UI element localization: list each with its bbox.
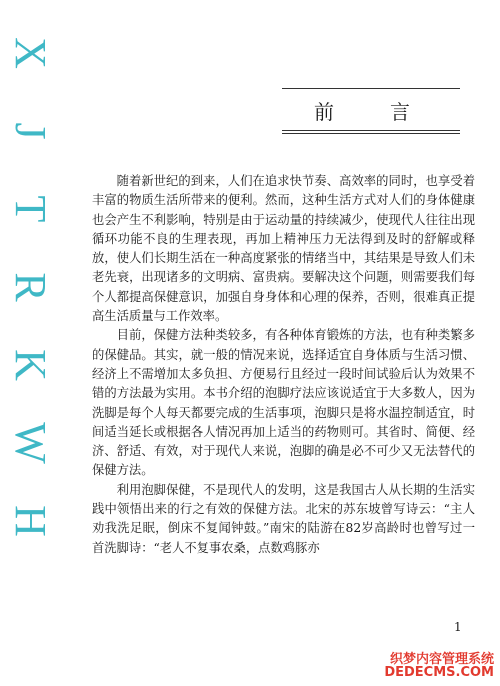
title-rule-top [282, 88, 460, 89]
paragraph: 随着新世纪的到来，人们在追求快节奏、高效率的同时，也享受着丰富的物质生活所带来的便利。然而，这种生活方式对人们的身体健康也会产生不利影响，特别是由于运动量的持续减少，使现代人往往出现循环功能不良的生理表现，再加上精神压力无法得到及时的舒解或释放，使人们长期生活在一种高度紧张的情绪当中，其结果是导致人们未老先衰，出现诸多的文明病、富贵病。要解决这个问题，则需要我们每个人都提高保健意识，加强自身身体和心理的保养，否则，很难真正提高生活质量与工作效率。 [92, 174, 475, 324]
side-letter: T [6, 195, 55, 223]
paragraph: 利用泡脚保健，不是现代人的发明，这是我国古人从长期的生活实践中领悟出来的行之有效的保健方法。北宋的苏东坡曾写诗云：“主人劝我洗足眠，倒床不复闻钟鼓。”南宋的陆游在82岁高龄时也曾写过一首洗脚诗：“老人不复事农桑，点数鸡豚亦 [92, 482, 475, 555]
side-decoration-letters [6, 14, 55, 560]
body-text [92, 172, 475, 558]
side-letter: J [6, 122, 55, 140]
title-block [282, 88, 460, 134]
side-letter: K [6, 349, 55, 381]
watermark [384, 653, 494, 680]
side-letter: R [6, 272, 55, 302]
page-title: 前 言 [314, 100, 428, 124]
paragraph: 目前，保健方法种类较多，有各种体育锻炼的方法，也有种类繁多的保健品。其实，就一般的情况来说，选择适宜自身体质与生活习惯、经济上不需增加太多负担、方便易行且经过一段时间试验后认为效果不错的方法最为实用。本书介绍的泡脚疗法应该说适宜于大多数人，因为洗脚是每个人每天都要完成的生活事项，泡脚只是将水温控制适宜，时间适当延长或根据各人情况再加上适当的药物则可。其省时、简便、经济、舒适、有效，对于现代人来说，泡脚的确是必不可少又无法替代的保健方法。 [92, 328, 475, 478]
title-rule-bottom [282, 130, 460, 134]
side-letter: X [6, 37, 55, 69]
watermark-line2: DEDECMS.COM [384, 665, 494, 681]
side-letter: W [6, 422, 55, 464]
watermark-line1: 织梦内容管理系统 [389, 651, 494, 667]
side-letter: H [6, 505, 55, 537]
page-number: 1 [454, 620, 462, 634]
